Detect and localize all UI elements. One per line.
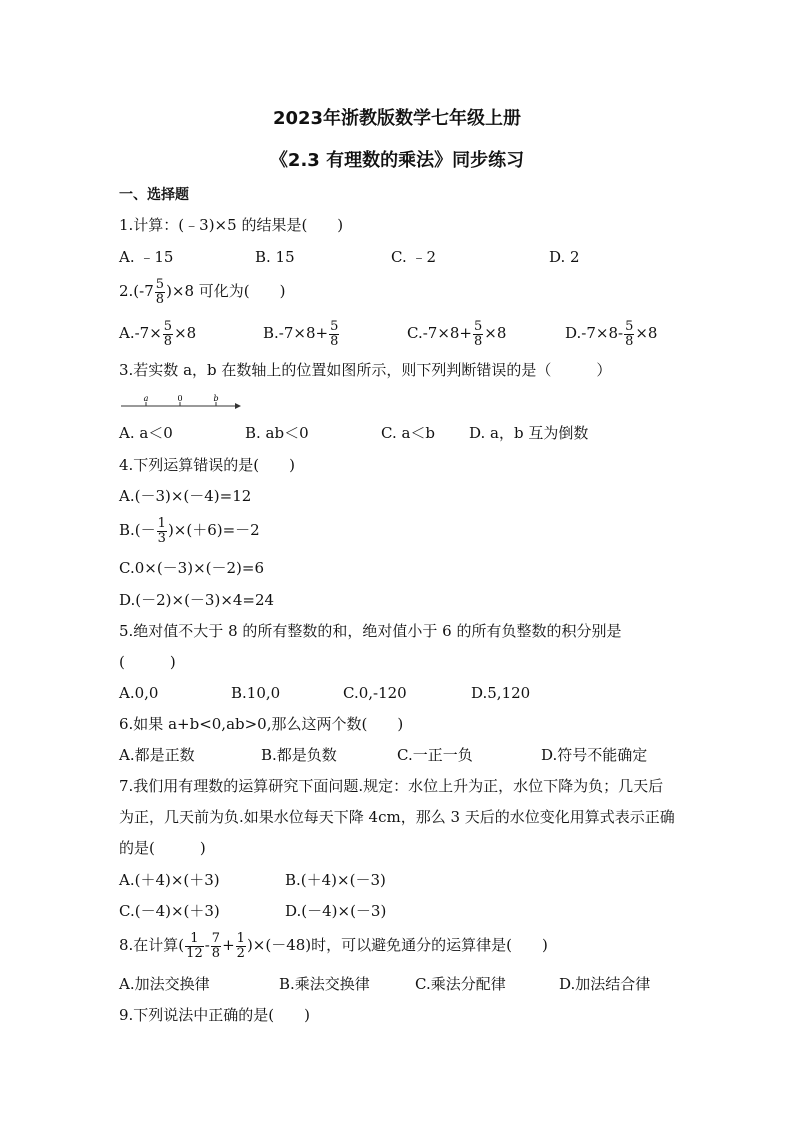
q8-option-d: D.加法结合律 bbox=[559, 975, 651, 993]
fraction-denominator: 8 bbox=[155, 291, 165, 307]
q2-c-suffix: ×8 bbox=[484, 324, 507, 342]
q2-a-suffix: ×8 bbox=[174, 324, 197, 342]
question-5-stem-continued: ( ) bbox=[119, 653, 176, 671]
q8-stem-suffix: )×(－48)时，可以避免通分的运算律是( ) bbox=[246, 936, 548, 954]
q5-option-d: D.5,120 bbox=[471, 684, 531, 702]
q2-option-d bbox=[565, 315, 657, 351]
question-7-line-3: 的是( ) bbox=[119, 839, 206, 857]
q4-option-c: C.0×(－3)×(－2)=6 bbox=[119, 559, 264, 577]
q8-option-c: C.乘法分配律 bbox=[415, 975, 506, 993]
fraction-denominator: 8 bbox=[330, 333, 339, 349]
q2-option-a bbox=[119, 315, 196, 351]
q3-option-a: A. a＜0 bbox=[119, 424, 173, 442]
question-4-stem: 4.下列运算错误的是( ) bbox=[119, 456, 296, 474]
question-2-stem bbox=[119, 273, 286, 309]
q8-minus-sign: - bbox=[204, 936, 210, 954]
q2-stem-suffix: )×8 可化为( ) bbox=[166, 282, 286, 300]
q4-option-a: A.(－3)×(－4)=12 bbox=[119, 487, 252, 505]
q7-option-d: D.(－4)×(－3) bbox=[285, 902, 387, 920]
fraction-numerator: 7 bbox=[211, 930, 221, 946]
question-1-stem: 1.计算：(﹣3)×5 的结果是( ) bbox=[119, 216, 344, 234]
fraction-denominator: 8 bbox=[625, 333, 634, 349]
fraction-numerator: 1 bbox=[157, 515, 166, 531]
fraction-numerator: 1 bbox=[185, 932, 204, 947]
q8-fraction-3 bbox=[236, 932, 246, 961]
question-7-options-row-1 bbox=[119, 870, 719, 890]
question-3-stem: 3.若实数 a，b 在数轴上的位置如图所示，则下列判断错误的是（ ） bbox=[119, 361, 612, 379]
q8-fraction-1 bbox=[185, 932, 204, 961]
q2-option-b bbox=[263, 315, 340, 351]
q2-d-suffix: ×8 bbox=[635, 324, 658, 342]
q2-stem-prefix: 2.(-7 bbox=[119, 282, 154, 300]
q2-c-fraction bbox=[473, 320, 483, 349]
fraction-numerator: 5 bbox=[625, 318, 634, 334]
q2-a-prefix: A.-7× bbox=[119, 324, 162, 342]
q1-option-d: D. 2 bbox=[549, 248, 580, 266]
fraction-numerator: 5 bbox=[155, 276, 165, 292]
q2-d-fraction bbox=[624, 320, 634, 349]
q6-option-a: A.都是正数 bbox=[119, 746, 195, 764]
question-7-line-2: 为正，几天前为负.如果水位每天下降 4cm，那么 3 天后的水位变化用算式表示正确 bbox=[119, 808, 675, 826]
q7-option-a: A.(＋4)×(＋3) bbox=[119, 871, 220, 889]
q1-option-b: B. 15 bbox=[255, 248, 295, 266]
axis-label-a: a bbox=[143, 394, 149, 403]
question-1-options bbox=[119, 247, 719, 267]
fraction-numerator: 5 bbox=[163, 318, 173, 334]
axis-label-b: b bbox=[213, 394, 219, 403]
question-3-options bbox=[119, 423, 719, 443]
axis-label-zero: 0 bbox=[177, 394, 183, 403]
q4-option-b bbox=[119, 512, 260, 548]
q8-option-b: B.乘法交换律 bbox=[279, 975, 370, 993]
q8-option-a: A.加法交换律 bbox=[119, 975, 210, 993]
q8-stem-prefix: 8.在计算( bbox=[119, 936, 185, 954]
q2-option-c bbox=[407, 315, 506, 351]
fraction-denominator: 12 bbox=[186, 945, 203, 961]
q6-option-c: C.一正一负 bbox=[397, 746, 473, 764]
q3-option-b: B. ab＜0 bbox=[245, 424, 309, 442]
q6-option-b: B.都是负数 bbox=[261, 746, 337, 764]
q5-option-a: A.0,0 bbox=[119, 684, 159, 702]
q8-fraction-2 bbox=[211, 932, 221, 961]
q1-option-a: A. ﹣15 bbox=[119, 248, 174, 266]
question-7-options-row-2 bbox=[119, 901, 719, 921]
q4-b-suffix: )×(＋6)=－2 bbox=[167, 521, 260, 539]
fraction-numerator: 1 bbox=[236, 930, 245, 946]
q2-a-fraction bbox=[163, 320, 173, 349]
fraction-denominator: 8 bbox=[211, 945, 221, 961]
question-5-stem: 5.绝对值不大于 8 的所有整数的和，绝对值小于 6 的所有负整数的积分别是 bbox=[119, 622, 622, 640]
q5-option-b: B.10,0 bbox=[231, 684, 281, 702]
question-8-stem bbox=[119, 927, 548, 963]
fraction-denominator: 8 bbox=[474, 333, 483, 349]
fraction-numerator: 5 bbox=[474, 318, 483, 334]
question-6-stem: 6.如果 a+b<0,ab>0,那么这两个数( ) bbox=[119, 715, 404, 733]
q3-option-c: C. a＜b bbox=[381, 424, 436, 442]
q6-option-d: D.符号不能确定 bbox=[541, 746, 648, 764]
q2-b-prefix: B.-7×8+ bbox=[263, 324, 329, 342]
number-line-arrow bbox=[235, 403, 241, 409]
q7-option-c: C.(－4)×(＋3) bbox=[119, 902, 220, 920]
q4-option-d: D.(－2)×(－3)×4=24 bbox=[119, 591, 275, 609]
q2-fraction bbox=[155, 278, 165, 307]
question-7-line-1: 7.我们用有理数的运算研究下面问题.规定：水位上升为正，水位下降为负；几天后 bbox=[119, 777, 664, 795]
q2-d-prefix: D.-7×8- bbox=[565, 324, 624, 342]
question-2-options bbox=[119, 315, 719, 351]
fraction-denominator: 8 bbox=[163, 333, 173, 349]
q3-option-d: D. a，b 互为倒数 bbox=[469, 424, 589, 442]
question-9-stem: 9.下列说法中正确的是( ) bbox=[119, 1006, 311, 1024]
fraction-numerator: 5 bbox=[330, 318, 339, 334]
question-8-options bbox=[119, 974, 719, 994]
q1-option-c: C. ﹣2 bbox=[391, 248, 437, 266]
section-heading: 一、选择题 bbox=[119, 187, 189, 203]
q8-plus-sign: + bbox=[222, 936, 235, 954]
document-subtitle: 《2.3 有理数的乘法》同步练习 bbox=[269, 150, 525, 171]
q2-c-prefix: C.-7×8+ bbox=[407, 324, 473, 342]
q7-option-b: B.(＋4)×(－3) bbox=[285, 871, 386, 889]
question-5-options bbox=[119, 683, 719, 703]
number-line-figure bbox=[119, 393, 244, 417]
fraction-denominator: 2 bbox=[236, 945, 245, 961]
fraction-denominator: 3 bbox=[157, 530, 166, 546]
document-title: 2023年浙教版数学七年级上册 bbox=[272, 108, 522, 129]
q4-b-prefix: B.(－ bbox=[119, 521, 156, 539]
q4-b-fraction bbox=[157, 517, 167, 546]
q2-b-fraction bbox=[329, 320, 339, 349]
q5-option-c: C.0,-120 bbox=[343, 684, 407, 702]
question-6-options bbox=[119, 745, 719, 765]
